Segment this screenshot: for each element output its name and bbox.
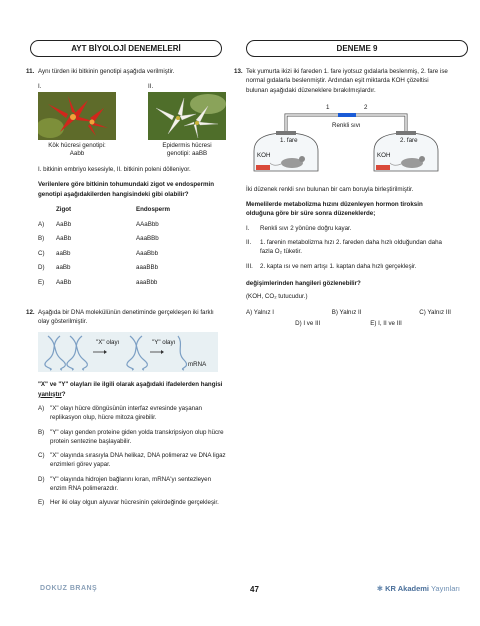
question-info: I. bitkinin embriyo kesesiyle, II. bitkinin poleni dölleniyor. — [38, 165, 191, 173]
question-stem: Aşağıda bir DNA molekülünün denetiminde gerçekleşen iki farklı olay gösterilmiştir. — [38, 308, 214, 326]
liquid-label: Renkli sıvı — [332, 121, 361, 129]
answer-option[interactable] — [38, 275, 208, 289]
tube-label-1: 1 — [326, 103, 330, 111]
statement-text: 2. kapta ısı ve nem artışı 1. kaptan daha hızlı gerçekleşir. — [260, 262, 417, 270]
option-endosperm: AaaBBb — [136, 235, 159, 243]
option-zigot: aaBb — [56, 249, 71, 257]
question-prompt — [38, 380, 226, 399]
option-letter: B) — [38, 428, 45, 436]
answer-row-1 — [246, 308, 451, 317]
option-text: "Y" olayında hidrojen bağlarını kıran, mRNA'yı sentezleyen enzim RNA polimerazdır. — [50, 475, 212, 492]
caption-genotype: Aabb — [69, 150, 85, 158]
option-text: Her iki olay olgun alyuvar hücresinin çekirdeğinde gerçekleşir. — [50, 499, 219, 507]
option-letter: D) — [38, 264, 45, 272]
option-letter: E) — [38, 499, 45, 507]
option-letter: E) — [38, 278, 45, 286]
option-zigot: AaBb — [56, 220, 72, 228]
option-letter: A) — [38, 404, 45, 412]
option-letter: D) — [38, 475, 45, 483]
answer-table — [38, 203, 208, 290]
tube-label-2: 2 — [364, 103, 368, 111]
answer-option[interactable] — [38, 246, 208, 260]
option-letter: C) — [38, 249, 45, 257]
prompt-underlined: yanlıştır — [38, 390, 62, 398]
question-end: değişimlerinden hangileri gözlenebilir? — [246, 279, 361, 287]
option-endosperm: aaaBBb — [136, 264, 159, 272]
plant-photos — [38, 82, 226, 159]
question-12 — [26, 308, 226, 508]
question-number: 11. — [26, 68, 35, 75]
series-logo: DOKUZ BRANŞ — [40, 585, 98, 592]
left-column — [26, 67, 226, 508]
answer-option[interactable] — [38, 232, 208, 246]
statement — [246, 262, 451, 271]
statement-text: Renkli sıvı 2 yönüne doğru kayar. — [260, 224, 352, 232]
answer-option[interactable] — [38, 498, 226, 507]
option-endosperm: aaaBbb — [136, 278, 158, 286]
plant-1-label: I. — [38, 83, 42, 91]
option-text: "X" olayında sırasıyla DNA helikaz, DNA polimeraz ve DNA ligaz enzimleri görev yapar. — [50, 452, 226, 469]
answer-option[interactable] — [38, 475, 226, 494]
plant-1-caption — [38, 142, 116, 159]
page-number: 47 — [250, 585, 259, 594]
exam-title-box — [246, 40, 468, 57]
answer-option[interactable]: D) I ve III — [295, 319, 321, 327]
answer-option[interactable]: B) Yalnız II — [331, 308, 362, 316]
plant-2-label: II. — [148, 83, 154, 91]
red-lily-image — [38, 92, 116, 140]
answer-option[interactable]: A) Yalnız I — [246, 308, 274, 316]
page-footer — [20, 583, 460, 597]
column-endosperm: Endosperm — [136, 206, 171, 214]
exam-title: DENEME 9 — [336, 44, 378, 53]
statement — [246, 224, 451, 233]
question-prompt: Memelilerde metabolizma hızını düzenleyen hormon tiroksin olduğuna göre bir süre sonra düzeneklerde; — [246, 201, 423, 218]
plant-2 — [148, 82, 226, 159]
white-lily-image — [148, 92, 226, 140]
answer-option[interactable] — [38, 404, 226, 423]
answer-option[interactable] — [38, 428, 226, 447]
statement-number: II. — [246, 239, 252, 247]
question-number: 13. — [234, 68, 243, 75]
mrna-label: mRNA — [188, 361, 207, 369]
option-endosperm: AAaBbb — [136, 220, 159, 228]
publisher-icon: ✱ — [376, 584, 386, 593]
mouse-1-label: 1. fare — [280, 136, 298, 144]
question-stem: Aynı türden iki bitkinin genotipi aşağıda verilmiştir. — [38, 68, 175, 75]
answer-option[interactable] — [38, 261, 208, 275]
prompt-text: "X" ve "Y" olayları ile ilgili olarak aşağıdaki ifadelerden hangisi — [38, 381, 223, 389]
test-title-box — [30, 40, 222, 57]
answer-option[interactable] — [38, 217, 208, 231]
statement-number: I. — [246, 224, 250, 232]
option-text: "Y" olayı genden proteine giden yolda transkripsiyon olup hücre protein sentezine başlayabilir. — [50, 428, 224, 445]
dna-diagram — [38, 332, 218, 372]
question-13 — [234, 67, 451, 328]
event-x-label: "X" olayı — [96, 339, 120, 347]
answer-option[interactable]: C) Yalnız III — [419, 308, 451, 316]
option-letter: A) — [38, 220, 45, 228]
answer-option[interactable]: E) I, II ve III — [370, 319, 402, 327]
mouse-2-label: 2. fare — [400, 136, 418, 144]
option-zigot: aaBb — [56, 264, 71, 272]
statement-text: 1. farenin metabolizma hızı 2. fareden daha hızlı olduğundan daha fazla O₂ tüketir. — [260, 239, 442, 256]
option-endosperm: AaaBbb — [136, 249, 159, 257]
caption-genotype: genotipi: aaBB — [166, 150, 208, 158]
column-zigot: Zigot — [56, 206, 72, 214]
option-letter: C) — [38, 452, 45, 460]
plant-1 — [38, 82, 116, 159]
question-note: (KOH, CO₂ tutucudur.) — [246, 293, 308, 301]
test-title: AYT BİYOLOJİ DENEMELERİ — [71, 44, 181, 53]
publisher-logo — [377, 584, 460, 593]
publisher-suffix: Yayınları — [430, 584, 460, 593]
option-text: "X" olayı hücre döngüsünün interfaz evresinde yaşanan replikasyon olup, hücre mitoza girebilir. — [50, 404, 202, 422]
caption-line: Epidermis hücresi — [162, 141, 212, 149]
plant-2-caption — [148, 142, 226, 159]
answer-option[interactable] — [38, 451, 226, 470]
question-number: 12. — [26, 308, 35, 316]
option-letter: B) — [38, 235, 45, 243]
koh-label-2: KOH — [377, 151, 391, 159]
option-zigot: AaBb — [56, 235, 72, 243]
caption-line: Kök hücresi genotipi: — [48, 141, 106, 149]
publisher-name: KR Akademi — [385, 584, 429, 593]
right-column — [234, 67, 451, 328]
koh-label-1: KOH — [257, 151, 271, 159]
question-prompt: Verilenlere göre bitkinin tohumundaki zigot ve endospermin genotipi aşağıdakilerden hangisindeki gibi olabilir? — [38, 181, 215, 198]
experiment-diagram — [246, 103, 451, 173]
statement — [246, 238, 451, 257]
statement-number: III. — [246, 262, 253, 270]
question-11 — [26, 67, 226, 290]
event-y-label: "Y" olayı — [152, 339, 176, 347]
question-stem: Tek yumurta ikizi iki fareden 1. fare iyotsuz gıdalarla beslenmiş, 2. fare ise normal gıdalarla beslenmiştir. Ardından eşit miktarda KOH çözeltisi bulunan aşağıdaki düzeneklere bırakılmışlardır. — [246, 68, 448, 94]
question-info: İki düzenek renkli sıvı bulunan bir cam boruyla birleştirilmiştir. — [246, 185, 414, 193]
answer-row-2 — [246, 319, 451, 328]
prompt-end: ? — [61, 390, 66, 398]
option-zigot: AaBb — [56, 278, 72, 286]
table-header — [38, 203, 208, 217]
